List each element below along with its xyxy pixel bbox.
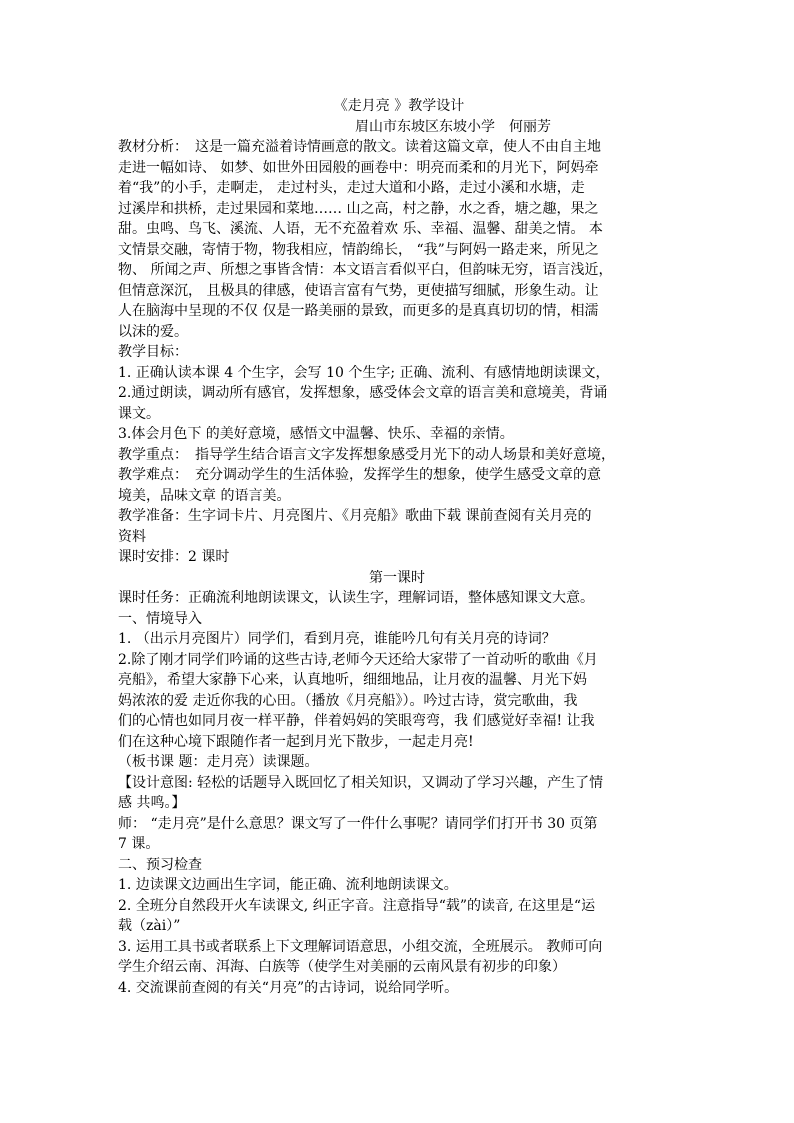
paragraph-line: 物、 所闻之声、所想之事皆含情：本文语言看似平白，但韵味无穷，语言浅近， <box>118 262 613 278</box>
paragraph-line: 3. 运用工具书或者联系上下文理解词语意思，小组交流，全班展示。 教师可向 <box>118 938 603 955</box>
paragraph-line: 1. 边读课文边画出生字词，能正确、流利地朗读课文。 <box>118 877 458 893</box>
paragraph-line: 人在脑海中呈现的不仅 仅是一路美丽的景致，而更多的是真真切切的情，相濡 <box>118 303 599 319</box>
paragraph-line: 2.除了刚才同学们吟诵的这些古诗,老师今天还给大家带了一首动听的歌曲《月 <box>118 651 598 668</box>
paragraph-line: 2. 全班分自然段开火车读课文, 纠正字音。注意指导“载”的读音, 在这里是“运 <box>118 897 596 914</box>
paragraph-line: 过溪岸和拱桥，走过果园和菜地…… 山之高，村之静，水之香，塘之趣，果之 <box>118 200 599 217</box>
paragraph-line: 课时安排：2 课时 <box>118 549 230 565</box>
paragraph-line: 7 课。 <box>118 836 160 852</box>
paragraph-line: 4. 交流课前查阅的有关“月亮”的古诗词，说给同学听。 <box>118 979 459 996</box>
paragraph-line: 3.体会月色下 的美好意境，感悟文中温馨、快乐、幸福的亲情。 <box>118 426 514 442</box>
paragraph-line: 载（zài）” <box>118 918 181 934</box>
document-title: 《走月亮 》教学设计 <box>333 98 465 114</box>
paragraph-line: 课文。 <box>118 405 160 422</box>
section-title: 第一课时 <box>369 569 425 586</box>
paragraph-line: 1. 正确认读本课 4 个生字，会写 10 个生字; 正确、流利、有感情地朗读课文， <box>118 364 610 381</box>
paragraph-line: （板书课 题：走月亮）读课题。 <box>118 754 319 770</box>
document-author: 眉山市东坡区东坡小学 何丽芳 <box>355 118 551 135</box>
paragraph-line: 学生介绍云南、洱海、白族等（使学生对美丽的云南风景有初步的印象） <box>118 959 566 975</box>
heading-teaching-goals: 教学目标： <box>118 344 188 360</box>
paragraph-line: 教学准备：生字词卡片、月亮图片、《月亮船》歌曲下载 课前查阅有关月亮的 <box>118 508 592 524</box>
paragraph-line: 教学重点： 指导学生结合语言文字发挥想象感受月光下的动人场景和美好意境， <box>118 446 615 463</box>
paragraph-line: 课时任务：正确流利地朗读课文，认读生字，理解词语，整体感知课文大意。 <box>118 590 594 606</box>
paragraph-line: 甜。虫鸣、鸟飞、溪流、人语，无不充盈着欢 乐、幸福、温馨、甜美之情。 本 <box>118 221 603 237</box>
paragraph-line: 感 共鸣。】 <box>118 795 186 811</box>
section-heading: 二、预习检查 <box>118 856 202 873</box>
paragraph-line: 以沫的爱。 <box>118 323 188 340</box>
paragraph-line: 【设计意图: 轻松的话题导入既回忆了相关知识，又调动了学习兴趣，产生了情 <box>118 774 604 791</box>
paragraph-line: 境美，品味文章 的语言美。 <box>118 487 291 504</box>
paragraph-line: 教学难点： 充分调动学生的生活体验，发挥学生的想象，使学生感受文章的意 <box>118 467 601 483</box>
paragraph-line: 文情景交融，寄情于物，物我相应，情韵绵长， “我”与阿妈一路走来，所见之 <box>118 241 599 258</box>
paragraph-line: 妈浓浓的爱 走近你我的心田。（播放《月亮船》）。吟过古诗，赏完歌曲，我 <box>118 692 578 709</box>
paragraph-line: 教材分析： 这是一篇充溢着诗情画意的散文。读着这篇文章，使人不由自主地 <box>118 139 601 155</box>
paragraph-line: 们在这种心境下跟随作者一起到月光下散步，一起走月亮! <box>118 733 474 750</box>
paragraph-line: 1. （出示月亮图片）同学们，看到月亮，谁能吟几句有关月亮的诗词？ <box>118 631 556 647</box>
paragraph-line: 资料 <box>118 528 146 545</box>
paragraph-line: 师： “走月亮”是什么意思？课文写了一件什么事呢？请同学们打开书 30 页第 <box>118 815 598 832</box>
paragraph-line: 亮船》，希望大家静下心来，认真地听，细细地品，让月夜的温馨、月光下妈 <box>118 672 587 688</box>
document-page <box>118 96 676 998</box>
paragraph-line: 但情意深沉， 且极具的律感，使语言富有气势，更使描写细腻，形象生动。让 <box>118 282 599 299</box>
paragraph-line: 们的心情也如同月夜一样平静，伴着妈妈的笑眼弯弯，我 们感觉好幸福! 让我 <box>118 713 595 729</box>
section-heading: 一、情境导入 <box>118 610 202 627</box>
paragraph-line: 2.通过朗读，调动所有感官，发挥想象，感受体会文章的语言美和意境美，背诵 <box>118 385 608 401</box>
paragraph-line: 走进一幅如诗、 如梦、如世外田园般的画卷中：明亮而柔和的月光下，阿妈牵 <box>118 159 599 176</box>
paragraph-line: 着“我”的小手，走啊走， 走过村头，走过大道和小路，走过小溪和水塘，走 <box>118 180 585 196</box>
